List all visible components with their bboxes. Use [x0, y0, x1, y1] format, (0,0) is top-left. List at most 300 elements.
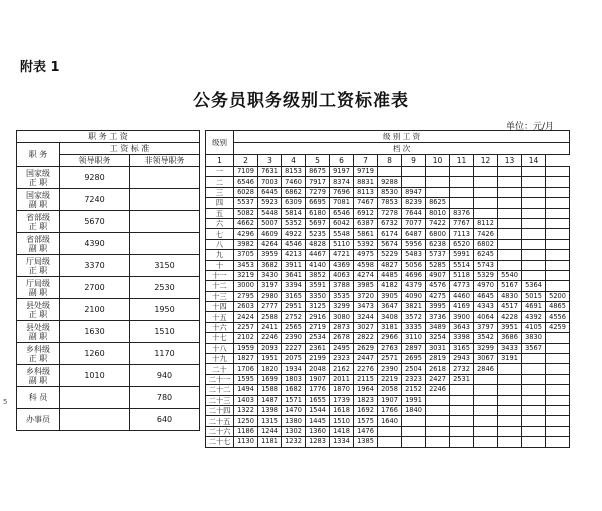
salary-cell: 1232: [282, 437, 306, 447]
salary-cell: 2427: [426, 374, 450, 384]
salary-cell: 1575: [354, 416, 378, 426]
nonleader-salary-cell: 940: [130, 365, 200, 387]
salary-cell: [498, 364, 522, 374]
salary-cell: 5392: [354, 239, 378, 249]
salary-cell: [498, 405, 522, 415]
salary-cell: 4296: [234, 229, 258, 239]
leader-salary-cell: 3370: [60, 255, 130, 277]
salary-cell: 4576: [426, 281, 450, 291]
salary-cell: 3191: [498, 354, 522, 364]
salary-cell: 2075: [282, 354, 306, 364]
table-row: [206, 364, 570, 374]
post-cell: [17, 277, 60, 299]
salary-cell: 7460: [282, 177, 306, 187]
table-row: [206, 177, 570, 187]
salary-cell: 4556: [546, 312, 570, 322]
salary-cell: 4064: [474, 312, 498, 322]
salary-cell: 3720: [354, 291, 378, 301]
grade-number: 4: [282, 155, 306, 167]
salary-cell: 2011: [330, 374, 354, 384]
salary-cell: 1699: [258, 374, 282, 384]
level-cell: 二: [206, 177, 234, 187]
salary-cell: 6695: [306, 198, 330, 208]
salary-cell: 7279: [306, 187, 330, 197]
salary-cell: 8374: [330, 177, 354, 187]
salary-cell: 7467: [354, 198, 378, 208]
salary-cell: [474, 177, 498, 187]
salary-cell: 6445: [258, 187, 282, 197]
salary-cell: [498, 416, 522, 426]
salary-cell: 8530: [378, 187, 402, 197]
salary-cell: [522, 426, 546, 436]
salary-cell: 1803: [282, 374, 306, 384]
salary-cell: 4182: [378, 281, 402, 291]
salary-cell: 6238: [426, 239, 450, 249]
salary-cell: 1870: [330, 385, 354, 395]
level-cell: 二十六: [206, 426, 234, 436]
salary-cell: [546, 260, 570, 270]
salary-cell: 3591: [306, 281, 330, 291]
post-rank: 省部级: [26, 234, 50, 244]
salary-cell: 1692: [354, 405, 378, 415]
salary-cell: 3951: [498, 322, 522, 332]
salary-cell: 2951: [282, 302, 306, 312]
post-salary-header: 职 务 工 资: [17, 131, 200, 143]
salary-cell: 1360: [306, 426, 330, 436]
salary-cell: [450, 405, 474, 415]
salary-cell: [402, 167, 426, 177]
table-row: [206, 208, 570, 218]
salary-cell: 2152: [402, 385, 426, 395]
salary-cell: [546, 426, 570, 436]
nonleader-salary-cell: [130, 233, 200, 255]
salary-cell: 3911: [282, 260, 306, 270]
salary-cell: 2257: [234, 322, 258, 332]
post-cell: [17, 343, 60, 365]
salary-cell: [498, 208, 522, 218]
post-role: 正 职: [28, 177, 48, 187]
salary-cell: 1510: [330, 416, 354, 426]
salary-cell: 3165: [282, 291, 306, 301]
salary-cell: [450, 167, 474, 177]
salary-cell: [522, 260, 546, 270]
salary-cell: 7917: [306, 177, 330, 187]
salary-cell: 6912: [354, 208, 378, 218]
salary-cell: [546, 343, 570, 353]
salary-cell: 1250: [234, 416, 258, 426]
salary-cell: 4907: [426, 270, 450, 280]
salary-cell: 5540: [498, 270, 522, 280]
table-row: [206, 229, 570, 239]
salary-cell: [546, 364, 570, 374]
post-rank: 乡科级: [26, 366, 50, 376]
table-row: [206, 312, 570, 322]
salary-cell: 3394: [282, 281, 306, 291]
salary-cell: 8947: [402, 187, 426, 197]
table-row: [17, 277, 200, 299]
salary-cell: 1739: [330, 395, 354, 405]
salary-cell: [546, 229, 570, 239]
salary-cell: 1951: [258, 354, 282, 364]
salary-cell: [546, 374, 570, 384]
salary-cell: 5956: [402, 239, 426, 249]
salary-cell: 8239: [402, 198, 426, 208]
salary-cell: [522, 416, 546, 426]
salary-cell: 2534: [306, 333, 330, 343]
salary-cell: [450, 198, 474, 208]
post-cell: [17, 365, 60, 387]
salary-cell: 2618: [426, 364, 450, 374]
table-row: [206, 426, 570, 436]
salary-cell: 2719: [306, 322, 330, 332]
salary-cell: 3000: [234, 281, 258, 291]
appendix-label: 附表 1: [20, 60, 60, 75]
level-cell: 二十二: [206, 385, 234, 395]
salary-cell: 1907: [378, 395, 402, 405]
salary-cell: 3686: [498, 333, 522, 343]
salary-cell: 4275: [426, 291, 450, 301]
salary-cell: 8112: [474, 218, 498, 228]
salary-cell: 1820: [258, 364, 282, 374]
table-row: [206, 354, 570, 364]
salary-cell: 1445: [306, 416, 330, 426]
salary-cell: 5448: [258, 208, 282, 218]
salary-cell: 1380: [282, 416, 306, 426]
salary-cell: 4213: [282, 250, 306, 260]
post-rank: 国家级: [26, 168, 50, 178]
salary-cell: [546, 405, 570, 415]
salary-cell: 3647: [378, 302, 402, 312]
salary-cell: [450, 395, 474, 405]
table-row: [17, 233, 200, 255]
salary-cell: 7077: [402, 218, 426, 228]
salary-cell: 5697: [306, 218, 330, 228]
salary-cell: 7278: [378, 208, 402, 218]
salary-cell: 4827: [378, 260, 402, 270]
salary-cell: 2819: [426, 354, 450, 364]
salary-cell: 5118: [450, 270, 474, 280]
salary-cell: [498, 374, 522, 384]
salary-cell: [498, 218, 522, 228]
salary-cell: 4259: [546, 322, 570, 332]
table-row: [206, 385, 570, 395]
table-row: [206, 187, 570, 197]
salary-cell: 4274: [354, 270, 378, 280]
salary-cell: 2752: [282, 312, 306, 322]
salary-cell: [522, 437, 546, 447]
salary-cell: 1186: [234, 426, 258, 436]
post-role: 正 职: [28, 265, 48, 275]
salary-cell: 4609: [258, 229, 282, 239]
salary-cell: 4691: [522, 302, 546, 312]
salary-cell: 2219: [378, 374, 402, 384]
salary-cell: 6387: [354, 218, 378, 228]
table-row: [206, 395, 570, 405]
salary-cell: 5364: [522, 281, 546, 291]
table-row: [17, 343, 200, 365]
salary-cell: 7767: [450, 218, 474, 228]
salary-cell: 2115: [354, 374, 378, 384]
salary-cell: 6732: [378, 218, 402, 228]
post-cell: [17, 321, 60, 343]
level-cell: 三: [206, 187, 234, 197]
level-cell: 二十三: [206, 395, 234, 405]
salary-cell: 5200: [546, 291, 570, 301]
salary-cell: [474, 208, 498, 218]
salary-cell: 3982: [234, 239, 258, 249]
post-rank: 厅局级: [26, 256, 50, 266]
grade-number: 12: [474, 155, 498, 167]
salary-cell: 4970: [474, 281, 498, 291]
table-row: [17, 167, 200, 189]
salary-cell: [498, 177, 522, 187]
grade-number: 11: [450, 155, 474, 167]
salary-cell: 6487: [402, 229, 426, 239]
salary-cell: 3905: [378, 291, 402, 301]
salary-cell: 3852: [306, 270, 330, 280]
salary-cell: 4379: [402, 281, 426, 291]
salary-cell: 5329: [474, 270, 498, 280]
salary-cell: [546, 281, 570, 291]
level-cell: 五: [206, 208, 234, 218]
salary-cell: 2897: [402, 343, 426, 353]
salary-cell: [546, 395, 570, 405]
salary-cell: 3705: [234, 250, 258, 260]
salary-cell: [546, 198, 570, 208]
salary-cell: [474, 416, 498, 426]
salary-cell: [546, 239, 570, 249]
salary-cell: 1302: [282, 426, 306, 436]
salary-cell: [426, 437, 450, 447]
salary-cell: 2246: [426, 385, 450, 395]
level-salary-table: [205, 130, 570, 448]
salary-cell: 4392: [522, 312, 546, 322]
salary-cell: [522, 374, 546, 384]
post-rank: 厅局级: [26, 278, 50, 288]
salary-cell: 5737: [426, 250, 450, 260]
salary-cell: 2588: [258, 312, 282, 322]
salary-cell: 2777: [258, 302, 282, 312]
salary-cell: 1418: [330, 426, 354, 436]
level-cell: 二十五: [206, 416, 234, 426]
salary-cell: [474, 395, 498, 405]
salary-cell: 2093: [258, 343, 282, 353]
salary-cell: 6800: [426, 229, 450, 239]
salary-cell: 8675: [306, 167, 330, 177]
level-cell: 一: [206, 167, 234, 177]
salary-cell: [546, 416, 570, 426]
salary-cell: 2227: [282, 343, 306, 353]
salary-cell: 3299: [474, 343, 498, 353]
salary-cell: 3489: [426, 322, 450, 332]
salary-cell: [498, 167, 522, 177]
leader-column-header: 领导职务: [60, 155, 130, 167]
salary-cell: 2732: [450, 364, 474, 374]
salary-cell: [498, 426, 522, 436]
salary-cell: 4343: [474, 302, 498, 312]
salary-cell: [546, 218, 570, 228]
salary-cell: 2763: [378, 343, 402, 353]
salary-cell: 1322: [234, 405, 258, 415]
salary-cell: 3408: [378, 312, 402, 322]
gutter-mark: 5: [3, 398, 8, 406]
salary-cell: 2565: [282, 322, 306, 332]
salary-cell: 3335: [402, 322, 426, 332]
salary-cell: 3821: [402, 302, 426, 312]
salary-cell: 5056: [402, 260, 426, 270]
salary-cell: 3299: [330, 302, 354, 312]
salary-cell: [402, 437, 426, 447]
salary-cell: 7113: [450, 229, 474, 239]
post-cell: [17, 233, 60, 255]
salary-cell: 4467: [306, 250, 330, 260]
salary-cell: [546, 333, 570, 343]
salary-cell: [498, 250, 522, 260]
level-cell: 十八: [206, 343, 234, 353]
level-column-header: 级别: [206, 131, 234, 155]
salary-cell: 2571: [378, 354, 402, 364]
salary-cell: [522, 229, 546, 239]
salary-cell: [546, 385, 570, 395]
salary-cell: 8010: [426, 208, 450, 218]
salary-cell: [522, 208, 546, 218]
level-cell: 十一: [206, 270, 234, 280]
salary-cell: 3244: [354, 312, 378, 322]
salary-cell: 1283: [306, 437, 330, 447]
leader-salary-cell: 4390: [60, 233, 130, 255]
salary-cell: [546, 354, 570, 364]
salary-cell: [498, 198, 522, 208]
level-cell: 十五: [206, 312, 234, 322]
salary-cell: 5082: [234, 208, 258, 218]
salary-cell: 1959: [234, 343, 258, 353]
table-row: [17, 189, 200, 211]
salary-cell: 2629: [354, 343, 378, 353]
post-role: 副 职: [28, 287, 48, 297]
salary-cell: 3350: [306, 291, 330, 301]
salary-cell: 2504: [402, 364, 426, 374]
salary-cell: 3219: [234, 270, 258, 280]
salary-cell: 3788: [330, 281, 354, 291]
salary-cell: 2966: [378, 333, 402, 343]
salary-cell: [522, 364, 546, 374]
salary-cell: 4169: [450, 302, 474, 312]
salary-cell: 7081: [330, 198, 354, 208]
post-rank: 县处级: [26, 322, 50, 332]
salary-cell: [426, 416, 450, 426]
salary-cell: 2323: [330, 354, 354, 364]
nonleader-salary-cell: 1170: [130, 343, 200, 365]
salary-cell: 5352: [282, 218, 306, 228]
salary-cell: 6802: [474, 239, 498, 249]
leader-salary-cell: 1260: [60, 343, 130, 365]
leader-salary-cell: [60, 387, 130, 409]
salary-cell: [546, 208, 570, 218]
salary-cell: [546, 187, 570, 197]
level-cell: 十七: [206, 333, 234, 343]
salary-cell: 1991: [402, 395, 426, 405]
salary-cell: [378, 426, 402, 436]
salary-cell: 4105: [522, 322, 546, 332]
post-rank: 县处级: [26, 300, 50, 310]
salary-cell: 8376: [450, 208, 474, 218]
salary-cell: 7003: [258, 177, 282, 187]
salary-cell: [498, 437, 522, 447]
salary-cell: 3473: [354, 302, 378, 312]
salary-cell: 5674: [378, 239, 402, 249]
leader-salary-cell: 2100: [60, 299, 130, 321]
salary-cell: [474, 198, 498, 208]
salary-cell: 7631: [258, 167, 282, 177]
salary-cell: 8625: [426, 198, 450, 208]
salary-cell: 2873: [330, 322, 354, 332]
salary-cell: [546, 437, 570, 447]
level-cell: 二十一: [206, 374, 234, 384]
salary-cell: 4721: [330, 250, 354, 260]
leader-salary-cell: 1630: [60, 321, 130, 343]
grade-number: 8: [378, 155, 402, 167]
salary-cell: 5923: [258, 198, 282, 208]
salary-cell: 4228: [498, 312, 522, 322]
salary-cell: [498, 229, 522, 239]
salary-cell: 2246: [258, 333, 282, 343]
post-cell: [17, 387, 60, 409]
table-row: [206, 333, 570, 343]
salary-cell: [426, 405, 450, 415]
salary-cell: [522, 177, 546, 187]
post-cell: [17, 255, 60, 277]
salary-cell: [498, 260, 522, 270]
salary-cell: 4922: [282, 229, 306, 239]
table-row: [206, 405, 570, 415]
salary-cell: 1823: [354, 395, 378, 405]
salary-cell: [426, 187, 450, 197]
salary-cell: [450, 187, 474, 197]
salary-cell: 1640: [378, 416, 402, 426]
grade-number: 14: [522, 155, 546, 167]
post-cell: [17, 409, 60, 431]
salary-cell: 2846: [474, 364, 498, 374]
salary-cell: 1244: [258, 426, 282, 436]
salary-cell: 1181: [258, 437, 282, 447]
salary-cell: 6546: [234, 177, 258, 187]
salary-cell: 1487: [258, 395, 282, 405]
salary-cell: [522, 270, 546, 280]
salary-cell: 2447: [354, 354, 378, 364]
salary-cell: [474, 187, 498, 197]
salary-cell: 9719: [354, 167, 378, 177]
salary-cell: [426, 167, 450, 177]
salary-cell: [378, 437, 402, 447]
table-row: [206, 374, 570, 384]
level-cell: 十九: [206, 354, 234, 364]
salary-cell: 1595: [234, 374, 258, 384]
salary-cell: 3682: [258, 260, 282, 270]
level-cell: 二十: [206, 364, 234, 374]
salary-cell: 4696: [402, 270, 426, 280]
salary-cell: 2390: [378, 364, 402, 374]
salary-cell: 1315: [258, 416, 282, 426]
table-row: [206, 270, 570, 280]
salary-cell: 2199: [306, 354, 330, 364]
nonleader-column-header: 非领导职务: [130, 155, 200, 167]
salary-cell: 4264: [258, 239, 282, 249]
salary-cell: 5110: [330, 239, 354, 249]
salary-cell: 7109: [234, 167, 258, 177]
salary-cell: 1588: [258, 385, 282, 395]
salary-cell: 4865: [546, 302, 570, 312]
post-cell: [17, 299, 60, 321]
